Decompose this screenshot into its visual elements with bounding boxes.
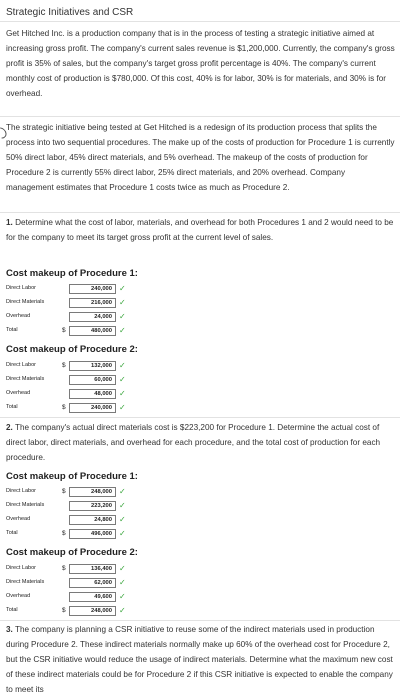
row-label: Total bbox=[6, 327, 18, 333]
check-icon: ✓ bbox=[119, 564, 126, 573]
page-title: Strategic Initiatives and CSR bbox=[6, 7, 134, 18]
question-3 bbox=[6, 622, 395, 697]
check-icon: ✓ bbox=[119, 326, 126, 335]
table-row bbox=[6, 529, 126, 541]
check-icon: ✓ bbox=[119, 361, 126, 370]
check-icon: ✓ bbox=[119, 529, 126, 538]
dollar-sign: $ bbox=[62, 607, 66, 614]
divider bbox=[0, 116, 400, 117]
question-1 bbox=[6, 215, 395, 245]
table-row bbox=[6, 284, 126, 296]
row-label: Total bbox=[6, 530, 18, 536]
check-icon: ✓ bbox=[119, 403, 126, 412]
row-label: Direct Materials bbox=[6, 502, 45, 508]
amount-field[interactable]: 60,000 bbox=[69, 375, 116, 385]
row-label: Direct Labor bbox=[6, 488, 36, 494]
dollar-sign: $ bbox=[62, 565, 66, 572]
question-3-number: 3. bbox=[6, 625, 13, 634]
row-label: Total bbox=[6, 404, 18, 410]
row-label: Overhead bbox=[6, 516, 31, 522]
row-label: Total bbox=[6, 607, 18, 613]
amount-field[interactable]: 49,600 bbox=[69, 592, 116, 602]
dollar-sign: $ bbox=[62, 488, 66, 495]
check-icon: ✓ bbox=[119, 298, 126, 307]
amount-field[interactable]: 62,000 bbox=[69, 578, 116, 588]
amount-field[interactable]: 132,000 bbox=[69, 361, 116, 371]
row-label: Direct Labor bbox=[6, 565, 36, 571]
table-row bbox=[6, 592, 126, 604]
question-1-number: 1. bbox=[6, 218, 13, 227]
row-label: Direct Materials bbox=[6, 299, 45, 305]
table-row bbox=[6, 564, 126, 576]
row-label: Overhead bbox=[6, 313, 31, 319]
dollar-sign: $ bbox=[62, 404, 66, 411]
table-row bbox=[6, 501, 126, 513]
row-label: Overhead bbox=[6, 593, 31, 599]
amount-field[interactable]: 240,000 bbox=[69, 403, 116, 413]
table-row bbox=[6, 312, 126, 324]
row-label: Direct Materials bbox=[6, 579, 45, 585]
table-row bbox=[6, 403, 126, 415]
divider bbox=[0, 620, 400, 621]
row-label: Direct Labor bbox=[6, 362, 36, 368]
check-icon: ✓ bbox=[119, 312, 126, 321]
amount-field[interactable]: 480,000 bbox=[69, 326, 116, 336]
table-row bbox=[6, 298, 126, 310]
table-row bbox=[6, 389, 126, 401]
table-row bbox=[6, 515, 126, 527]
amount-field[interactable]: 240,000 bbox=[69, 284, 116, 294]
table-row bbox=[6, 578, 126, 590]
table-heading: Cost makeup of Procedure 1: bbox=[6, 471, 138, 482]
divider bbox=[0, 212, 400, 213]
check-icon: ✓ bbox=[119, 515, 126, 524]
dollar-sign: $ bbox=[62, 327, 66, 334]
question-2-text: The company's actual direct materials cost is $223,200 for Procedure 1. Determine the actual cost of direct labor, direct materials, and overhead for each procedure, and the total cost of production for each procedure. bbox=[6, 423, 381, 462]
amount-field[interactable]: 248,000 bbox=[69, 606, 116, 616]
dollar-sign: $ bbox=[62, 362, 66, 369]
amount-field[interactable]: 216,000 bbox=[69, 298, 116, 308]
check-icon: ✓ bbox=[119, 606, 126, 615]
amount-field[interactable]: 496,000 bbox=[69, 529, 116, 539]
amount-field[interactable]: 48,000 bbox=[69, 389, 116, 399]
check-icon: ✓ bbox=[119, 389, 126, 398]
check-icon: ✓ bbox=[119, 284, 126, 293]
table-row bbox=[6, 375, 126, 387]
check-icon: ✓ bbox=[119, 501, 126, 510]
divider bbox=[0, 21, 400, 22]
table-row bbox=[6, 361, 126, 373]
row-label: Direct Materials bbox=[6, 376, 45, 382]
amount-field[interactable]: 136,400 bbox=[69, 564, 116, 574]
question-2 bbox=[6, 420, 395, 465]
amount-field[interactable]: 24,800 bbox=[69, 515, 116, 525]
check-icon: ✓ bbox=[119, 375, 126, 384]
table-heading: Cost makeup of Procedure 2: bbox=[6, 547, 138, 558]
initiative-paragraph: The strategic initiative being tested at Get Hitched is a redesign of its production process that splits the process into two sequential procedures. The make up of the costs of production for Procedure 1 is currently 50% direct labor, 45% direct materials, and 5% overhead. The makeup of the costs of production for Procedure 2 is currently 55% direct labor, 25% direct materials, and 20% overhead. Company management estimates that Procedure 1 costs twice as much as Procedure 2. bbox=[6, 123, 395, 192]
table-heading: Cost makeup of Procedure 2: bbox=[6, 344, 138, 355]
amount-field[interactable]: 24,000 bbox=[69, 312, 116, 322]
table-heading: Cost makeup of Procedure 1: bbox=[6, 268, 138, 279]
amount-field[interactable]: 223,200 bbox=[69, 501, 116, 511]
check-icon: ✓ bbox=[119, 487, 126, 496]
table-row bbox=[6, 487, 126, 499]
row-label: Direct Labor bbox=[6, 285, 36, 291]
row-label: Overhead bbox=[6, 390, 31, 396]
intro-paragraph: Get Hitched Inc. is a production company that is in the process of testing a strategic initiative aimed at increasing gross profit. The company's current sales revenue is $1,200,000. Currently, the company's gross profit is 35% of sales, but the company's target gross profit percentage is 40%. The company's current monthly cost of production is $780,000. Of this cost, 40% is for labor, 30% is for materials, and 30% is for overhead. bbox=[6, 29, 395, 98]
dollar-sign: $ bbox=[62, 530, 66, 537]
question-2-number: 2. bbox=[6, 423, 13, 432]
question-1-text: Determine what the cost of labor, materials, and overhead for both Procedures 1 and 2 would need to be for the company to meet its target gross profit at the current level of sales. bbox=[6, 218, 394, 242]
question-3-text: The company is planning a CSR initiative to reuse some of the indirect materials used in production during Procedure 2. These indirect materials normally make up 60% of the overhead cost for Procedure 2, but the CSR initiative would reduce the usage of indirect materials. Determine what the maximum new cost of these indirect materials could be for Procedure 2 if this CSR initiative is expected to enable the company to meet its bbox=[6, 625, 393, 694]
divider bbox=[0, 417, 400, 418]
table-row bbox=[6, 326, 126, 338]
amount-field[interactable]: 248,000 bbox=[69, 487, 116, 497]
check-icon: ✓ bbox=[119, 578, 126, 587]
table-row bbox=[6, 606, 126, 618]
check-icon: ✓ bbox=[119, 592, 126, 601]
